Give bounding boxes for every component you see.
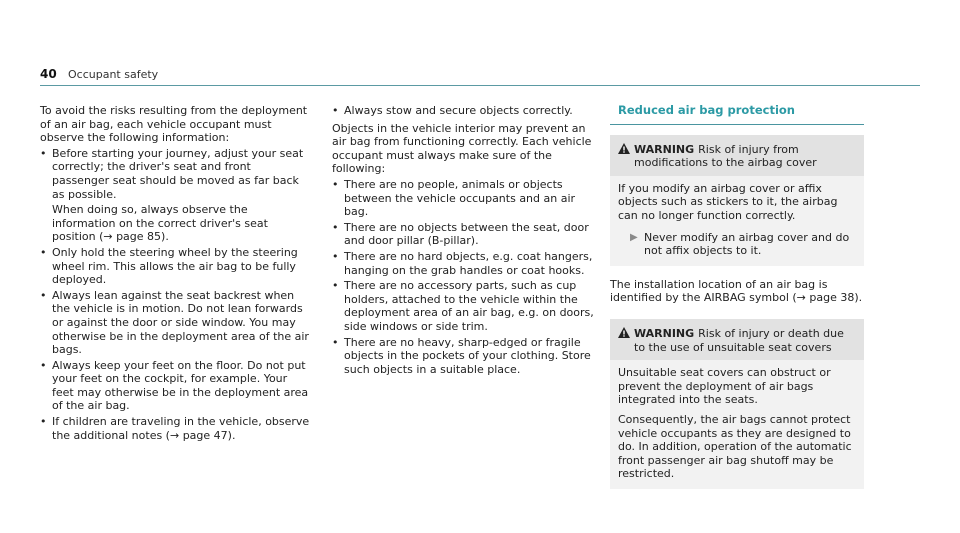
warning-text: Unsuitable seat covers can obstruct or prevent the deployment of air bags integrated into the seats.: [618, 366, 831, 407]
page-number: 40: [40, 67, 57, 81]
warning-title: Risk of injury or death due to the use of unsuitable seat covers: [634, 326, 844, 354]
warning-keyword: WARNING: [634, 326, 695, 340]
warning-box: [610, 135, 864, 266]
warning-text: If you modify an airbag cover or affix objects such as stickers to it, the airbag can no longer function correctly.: [618, 181, 838, 222]
column-middle: [332, 104, 598, 378]
list-item: • Always stow and secure objects correctly.: [332, 104, 598, 118]
section-title: Occupant safety: [68, 68, 159, 81]
warning-box: [610, 319, 864, 489]
list-item: • There are no people, animals or objects between the vehicle occupants and an air bag.: [332, 178, 598, 219]
play-arrow-icon: ▶: [630, 231, 638, 243]
list-item: • Before starting your journey, adjust your seat correctly; the driver's seat and front passenger seat should be moved as far back as possible. When doing so, always observe the information on the correct driver's seat position (→ page 85).: [40, 147, 310, 244]
warning-header: [610, 135, 864, 176]
list-item: • There are no objects between the seat, door and door pillar (B-pillar).: [332, 221, 598, 248]
stow-list: [332, 104, 598, 118]
list-item-subtext: When doing so, always observe the information on the correct driver's seat position (→ page 85).: [52, 203, 268, 244]
warning-keyword: WARNING: [634, 142, 695, 156]
column-right: [610, 104, 864, 489]
warning-body: [610, 360, 864, 489]
column-left: [40, 104, 310, 444]
warning-action: [618, 231, 856, 258]
page-header: [40, 68, 158, 82]
list-item: • Only hold the steering wheel by the steering wheel rim. This allows the air bag to be fully deployed.: [40, 246, 310, 287]
list-item: • There are no accessory parts, such as cup holders, attached to the vehicle within the deployment area of an air bag, e.g. on doors, side windows or side trim.: [332, 279, 598, 333]
objects-list: [332, 178, 598, 376]
list-item: • If children are traveling in the vehicle, observe the additional notes (→ page 47).: [40, 415, 310, 442]
section-heading: Reduced air bag protection: [618, 103, 795, 117]
warning-text: Consequently, the air bags cannot protect vehicle occupants as they are designed to do. In addition, operation of the automatic front passenger air bag shutoff may be restricted.: [618, 412, 852, 481]
warning-action-text: Never modify an airbag cover and do not affix objects to it.: [644, 230, 850, 258]
heading-rule: [610, 124, 864, 125]
warning-body: [610, 176, 864, 266]
advice-list: [40, 147, 310, 442]
warning-title: Risk of injury from modifications to the airbag cover: [634, 142, 817, 170]
list-item: • Always keep your feet on the floor. Do not put your feet on the cockpit, for example. Your feet may otherwise be in the deployment area of the air bag.: [40, 359, 310, 413]
list-item: • Always lean against the seat backrest when the vehicle is in motion. Do not lean forwards or against the door or side window. You may otherwise be in the deployment area of the air bags.: [40, 289, 310, 357]
warning-triangle-icon: [618, 327, 634, 354]
warning-header: [610, 319, 864, 360]
list-item: • There are no hard objects, e.g. coat hangers, hanging on the grab handles or coat hooks.: [332, 250, 598, 277]
objects-paragraph: Objects in the vehicle interior may prevent an air bag from functioning correctly. Each vehicle occupant must always make sure of the following:: [332, 121, 592, 176]
intro-paragraph: To avoid the risks resulting from the deployment of an air bag, each vehicle occupant must observe the following information:: [40, 104, 308, 145]
installation-paragraph: The installation location of an air bag is identified by the AIRBAG symbol (→ page 38).: [610, 277, 863, 305]
header-rule: [40, 85, 920, 86]
list-item: • There are no heavy, sharp-edged or fragile objects in the pockets of your clothing. Store such objects in a suitable place.: [332, 336, 598, 377]
warning-triangle-icon: [618, 143, 634, 170]
